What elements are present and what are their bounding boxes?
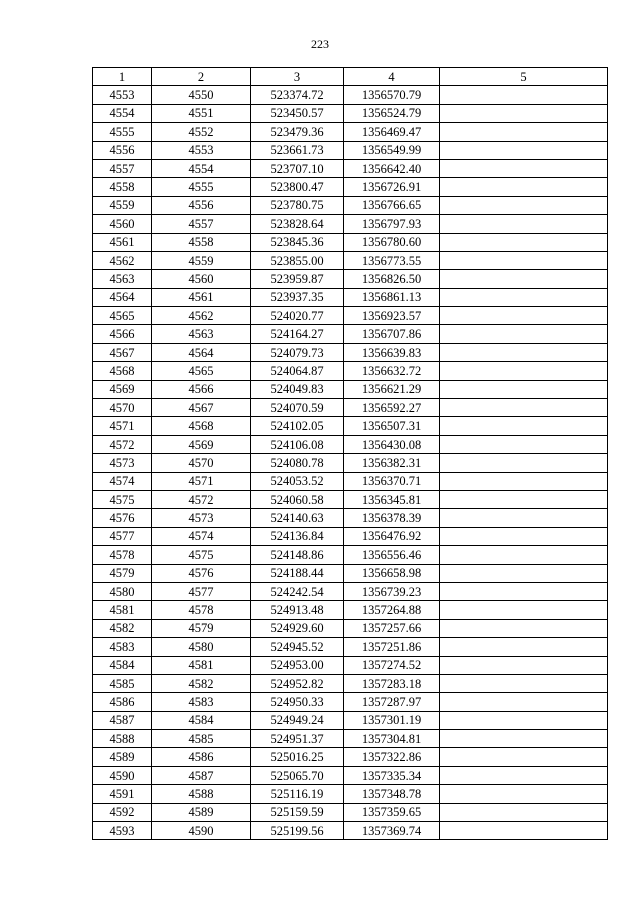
cell-ref-number: 4572: [152, 490, 251, 508]
cell-note: [440, 399, 608, 417]
table-row: [93, 564, 608, 582]
table-row: [93, 674, 608, 692]
cell-x-coordinate: 523959.87: [251, 270, 344, 288]
cell-x-coordinate: 524079.73: [251, 343, 344, 361]
cell-point-number: 4587: [93, 711, 152, 729]
cell-y-coordinate: 1356639.83: [344, 343, 440, 361]
cell-x-coordinate: 523479.36: [251, 123, 344, 141]
cell-point-number: 4568: [93, 362, 152, 380]
cell-point-number: 4585: [93, 674, 152, 692]
cell-x-coordinate: 524951.37: [251, 730, 344, 748]
cell-x-coordinate: 525016.25: [251, 748, 344, 766]
cell-point-number: 4564: [93, 288, 152, 306]
cell-note: [440, 527, 608, 545]
cell-x-coordinate: 524136.84: [251, 527, 344, 545]
cell-y-coordinate: 1356780.60: [344, 233, 440, 251]
cell-point-number: 4561: [93, 233, 152, 251]
table-row: [93, 693, 608, 711]
cell-point-number: 4573: [93, 454, 152, 472]
cell-note: [440, 343, 608, 361]
cell-ref-number: 4579: [152, 619, 251, 637]
cell-ref-number: 4555: [152, 178, 251, 196]
cell-x-coordinate: 523937.35: [251, 288, 344, 306]
cell-note: [440, 307, 608, 325]
cell-ref-number: 4568: [152, 417, 251, 435]
cell-note: [440, 86, 608, 104]
table-row: [93, 215, 608, 233]
cell-ref-number: 4581: [152, 656, 251, 674]
cell-note: [440, 270, 608, 288]
cell-ref-number: 4557: [152, 215, 251, 233]
cell-note: [440, 766, 608, 784]
cell-ref-number: 4574: [152, 527, 251, 545]
cell-ref-number: 4583: [152, 693, 251, 711]
table-row: [93, 417, 608, 435]
cell-point-number: 4553: [93, 86, 152, 104]
table-row: [93, 86, 608, 104]
cell-note: [440, 674, 608, 692]
cell-ref-number: 4585: [152, 730, 251, 748]
cell-point-number: 4555: [93, 123, 152, 141]
cell-y-coordinate: 1357251.86: [344, 638, 440, 656]
table-row: [93, 251, 608, 269]
cell-y-coordinate: 1356923.57: [344, 307, 440, 325]
table-row: [93, 766, 608, 784]
cell-x-coordinate: 524945.52: [251, 638, 344, 656]
cell-y-coordinate: 1356726.91: [344, 178, 440, 196]
cell-note: [440, 159, 608, 177]
cell-x-coordinate: 524950.33: [251, 693, 344, 711]
table-row: [93, 196, 608, 214]
cell-x-coordinate: 523707.10: [251, 159, 344, 177]
table-row: [93, 178, 608, 196]
cell-ref-number: 4580: [152, 638, 251, 656]
cell-y-coordinate: 1356549.99: [344, 141, 440, 159]
table-row: [93, 582, 608, 600]
cell-note: [440, 803, 608, 821]
cell-x-coordinate: 524913.48: [251, 601, 344, 619]
cell-note: [440, 251, 608, 269]
cell-note: [440, 748, 608, 766]
cell-note: [440, 564, 608, 582]
cell-x-coordinate: 524064.87: [251, 362, 344, 380]
cell-ref-number: 4573: [152, 509, 251, 527]
cell-note: [440, 288, 608, 306]
column-header-2: 2: [152, 68, 251, 86]
cell-point-number: 4557: [93, 159, 152, 177]
cell-point-number: 4570: [93, 399, 152, 417]
cell-ref-number: 4564: [152, 343, 251, 361]
cell-note: [440, 178, 608, 196]
cell-x-coordinate: 523661.73: [251, 141, 344, 159]
table-row: [93, 104, 608, 122]
cell-point-number: 4591: [93, 785, 152, 803]
cell-point-number: 4559: [93, 196, 152, 214]
cell-x-coordinate: 524242.54: [251, 582, 344, 600]
cell-x-coordinate: 524929.60: [251, 619, 344, 637]
column-header-5: 5: [440, 68, 608, 86]
cell-y-coordinate: 1356370.71: [344, 472, 440, 490]
cell-y-coordinate: 1356507.31: [344, 417, 440, 435]
cell-y-coordinate: 1357274.52: [344, 656, 440, 674]
cell-x-coordinate: 523845.36: [251, 233, 344, 251]
cell-y-coordinate: 1357359.65: [344, 803, 440, 821]
cell-point-number: 4556: [93, 141, 152, 159]
cell-y-coordinate: 1356773.55: [344, 251, 440, 269]
table-row: [93, 509, 608, 527]
cell-x-coordinate: 524070.59: [251, 399, 344, 417]
cell-y-coordinate: 1356345.81: [344, 490, 440, 508]
cell-note: [440, 380, 608, 398]
cell-point-number: 4569: [93, 380, 152, 398]
cell-y-coordinate: 1356707.86: [344, 325, 440, 343]
cell-note: [440, 454, 608, 472]
cell-point-number: 4574: [93, 472, 152, 490]
cell-x-coordinate: 524020.77: [251, 307, 344, 325]
cell-y-coordinate: 1356469.47: [344, 123, 440, 141]
cell-x-coordinate: 524102.05: [251, 417, 344, 435]
column-header-1: 1: [93, 68, 152, 86]
cell-note: [440, 325, 608, 343]
cell-ref-number: 4571: [152, 472, 251, 490]
cell-y-coordinate: 1356797.93: [344, 215, 440, 233]
cell-x-coordinate: 524164.27: [251, 325, 344, 343]
cell-note: [440, 490, 608, 508]
table-row: [93, 380, 608, 398]
cell-point-number: 4584: [93, 656, 152, 674]
table-row: [93, 325, 608, 343]
cell-point-number: 4581: [93, 601, 152, 619]
cell-note: [440, 141, 608, 159]
cell-note: [440, 822, 608, 840]
page-number: 223: [311, 37, 329, 51]
cell-ref-number: 4559: [152, 251, 251, 269]
cell-ref-number: 4550: [152, 86, 251, 104]
cell-ref-number: 4590: [152, 822, 251, 840]
table-row: [93, 711, 608, 729]
cell-note: [440, 215, 608, 233]
cell-point-number: 4583: [93, 638, 152, 656]
cell-x-coordinate: 524080.78: [251, 454, 344, 472]
cell-x-coordinate: 524106.08: [251, 435, 344, 453]
table-row: [93, 490, 608, 508]
cell-point-number: 4558: [93, 178, 152, 196]
cell-ref-number: 4582: [152, 674, 251, 692]
table-row: [93, 270, 608, 288]
cell-point-number: 4563: [93, 270, 152, 288]
table-row: [93, 822, 608, 840]
cell-point-number: 4588: [93, 730, 152, 748]
cell-point-number: 4567: [93, 343, 152, 361]
cell-note: [440, 638, 608, 656]
coordinates-table: [92, 67, 608, 840]
cell-ref-number: 4586: [152, 748, 251, 766]
cell-ref-number: 4570: [152, 454, 251, 472]
cell-x-coordinate: 523828.64: [251, 215, 344, 233]
table-row: [93, 527, 608, 545]
table-row: [93, 362, 608, 380]
cell-note: [440, 656, 608, 674]
cell-point-number: 4590: [93, 766, 152, 784]
cell-y-coordinate: 1357369.74: [344, 822, 440, 840]
cell-x-coordinate: 524148.86: [251, 546, 344, 564]
cell-ref-number: 4576: [152, 564, 251, 582]
table-row: [93, 656, 608, 674]
cell-ref-number: 4551: [152, 104, 251, 122]
cell-point-number: 4578: [93, 546, 152, 564]
cell-point-number: 4593: [93, 822, 152, 840]
cell-x-coordinate: 524188.44: [251, 564, 344, 582]
cell-y-coordinate: 1356556.46: [344, 546, 440, 564]
cell-note: [440, 104, 608, 122]
cell-note: [440, 711, 608, 729]
cell-note: [440, 582, 608, 600]
cell-x-coordinate: 525199.56: [251, 822, 344, 840]
cell-note: [440, 196, 608, 214]
cell-y-coordinate: 1357287.97: [344, 693, 440, 711]
cell-y-coordinate: 1356632.72: [344, 362, 440, 380]
cell-x-coordinate: 523800.47: [251, 178, 344, 196]
table-row: [93, 288, 608, 306]
cell-ref-number: 4561: [152, 288, 251, 306]
column-header-4: 4: [344, 68, 440, 86]
cell-point-number: 4572: [93, 435, 152, 453]
cell-ref-number: 4584: [152, 711, 251, 729]
cell-ref-number: 4577: [152, 582, 251, 600]
table-row: [93, 159, 608, 177]
table-row: [93, 730, 608, 748]
cell-y-coordinate: 1356766.65: [344, 196, 440, 214]
cell-y-coordinate: 1356592.27: [344, 399, 440, 417]
cell-point-number: 4576: [93, 509, 152, 527]
cell-ref-number: 4563: [152, 325, 251, 343]
cell-x-coordinate: 525159.59: [251, 803, 344, 821]
cell-point-number: 4571: [93, 417, 152, 435]
cell-point-number: 4592: [93, 803, 152, 821]
cell-x-coordinate: 523780.75: [251, 196, 344, 214]
cell-x-coordinate: 524140.63: [251, 509, 344, 527]
cell-y-coordinate: 1356658.98: [344, 564, 440, 582]
cell-y-coordinate: 1356378.39: [344, 509, 440, 527]
cell-point-number: 4586: [93, 693, 152, 711]
cell-y-coordinate: 1357322.86: [344, 748, 440, 766]
cell-ref-number: 4587: [152, 766, 251, 784]
cell-point-number: 4582: [93, 619, 152, 637]
cell-y-coordinate: 1357257.66: [344, 619, 440, 637]
cell-ref-number: 4553: [152, 141, 251, 159]
cell-ref-number: 4565: [152, 362, 251, 380]
table-row: [93, 307, 608, 325]
table-header-row: [93, 68, 608, 86]
cell-x-coordinate: 523450.57: [251, 104, 344, 122]
cell-note: [440, 417, 608, 435]
cell-point-number: 4566: [93, 325, 152, 343]
cell-note: [440, 619, 608, 637]
cell-ref-number: 4567: [152, 399, 251, 417]
table-row: [93, 619, 608, 637]
cell-y-coordinate: 1357283.18: [344, 674, 440, 692]
cell-point-number: 4589: [93, 748, 152, 766]
cell-note: [440, 785, 608, 803]
cell-x-coordinate: 524952.82: [251, 674, 344, 692]
cell-ref-number: 4588: [152, 785, 251, 803]
cell-point-number: 4579: [93, 564, 152, 582]
cell-y-coordinate: 1356524.79: [344, 104, 440, 122]
cell-x-coordinate: 524049.83: [251, 380, 344, 398]
cell-note: [440, 435, 608, 453]
cell-point-number: 4580: [93, 582, 152, 600]
cell-ref-number: 4578: [152, 601, 251, 619]
cell-ref-number: 4558: [152, 233, 251, 251]
table-row: [93, 638, 608, 656]
cell-ref-number: 4589: [152, 803, 251, 821]
table-row: [93, 785, 608, 803]
cell-note: [440, 233, 608, 251]
cell-ref-number: 4569: [152, 435, 251, 453]
cell-x-coordinate: 523855.00: [251, 251, 344, 269]
cell-x-coordinate: 524953.00: [251, 656, 344, 674]
cell-y-coordinate: 1357348.78: [344, 785, 440, 803]
cell-y-coordinate: 1356861.13: [344, 288, 440, 306]
table-body: [93, 86, 608, 840]
cell-ref-number: 4575: [152, 546, 251, 564]
column-header-3: 3: [251, 68, 344, 86]
cell-point-number: 4560: [93, 215, 152, 233]
cell-note: [440, 546, 608, 564]
cell-x-coordinate: 524060.58: [251, 490, 344, 508]
cell-point-number: 4562: [93, 251, 152, 269]
table-row: [93, 803, 608, 821]
cell-ref-number: 4566: [152, 380, 251, 398]
cell-ref-number: 4556: [152, 196, 251, 214]
cell-point-number: 4575: [93, 490, 152, 508]
cell-y-coordinate: 1356739.23: [344, 582, 440, 600]
cell-y-coordinate: 1357304.81: [344, 730, 440, 748]
cell-x-coordinate: 524949.24: [251, 711, 344, 729]
cell-x-coordinate: 523374.72: [251, 86, 344, 104]
cell-note: [440, 730, 608, 748]
cell-ref-number: 4562: [152, 307, 251, 325]
cell-y-coordinate: 1356430.08: [344, 435, 440, 453]
table-row: [93, 343, 608, 361]
cell-y-coordinate: 1356570.79: [344, 86, 440, 104]
cell-y-coordinate: 1356476.92: [344, 527, 440, 545]
cell-note: [440, 601, 608, 619]
cell-y-coordinate: 1356642.40: [344, 159, 440, 177]
table-row: [93, 141, 608, 159]
table-row: [93, 601, 608, 619]
cell-note: [440, 693, 608, 711]
cell-point-number: 4565: [93, 307, 152, 325]
cell-ref-number: 4560: [152, 270, 251, 288]
cell-point-number: 4554: [93, 104, 152, 122]
cell-x-coordinate: 524053.52: [251, 472, 344, 490]
cell-x-coordinate: 525116.19: [251, 785, 344, 803]
cell-y-coordinate: 1357335.34: [344, 766, 440, 784]
cell-note: [440, 123, 608, 141]
table-row: [93, 435, 608, 453]
table-row: [93, 546, 608, 564]
cell-y-coordinate: 1356621.29: [344, 380, 440, 398]
table-row: [93, 399, 608, 417]
table-row: [93, 454, 608, 472]
table-row: [93, 472, 608, 490]
cell-y-coordinate: 1357301.19: [344, 711, 440, 729]
cell-point-number: 4577: [93, 527, 152, 545]
table-row: [93, 748, 608, 766]
cell-note: [440, 509, 608, 527]
cell-note: [440, 472, 608, 490]
cell-y-coordinate: 1357264.88: [344, 601, 440, 619]
table-row: [93, 233, 608, 251]
cell-note: [440, 362, 608, 380]
cell-ref-number: 4554: [152, 159, 251, 177]
cell-y-coordinate: 1356382.31: [344, 454, 440, 472]
table-row: [93, 123, 608, 141]
cell-x-coordinate: 525065.70: [251, 766, 344, 784]
cell-y-coordinate: 1356826.50: [344, 270, 440, 288]
cell-ref-number: 4552: [152, 123, 251, 141]
